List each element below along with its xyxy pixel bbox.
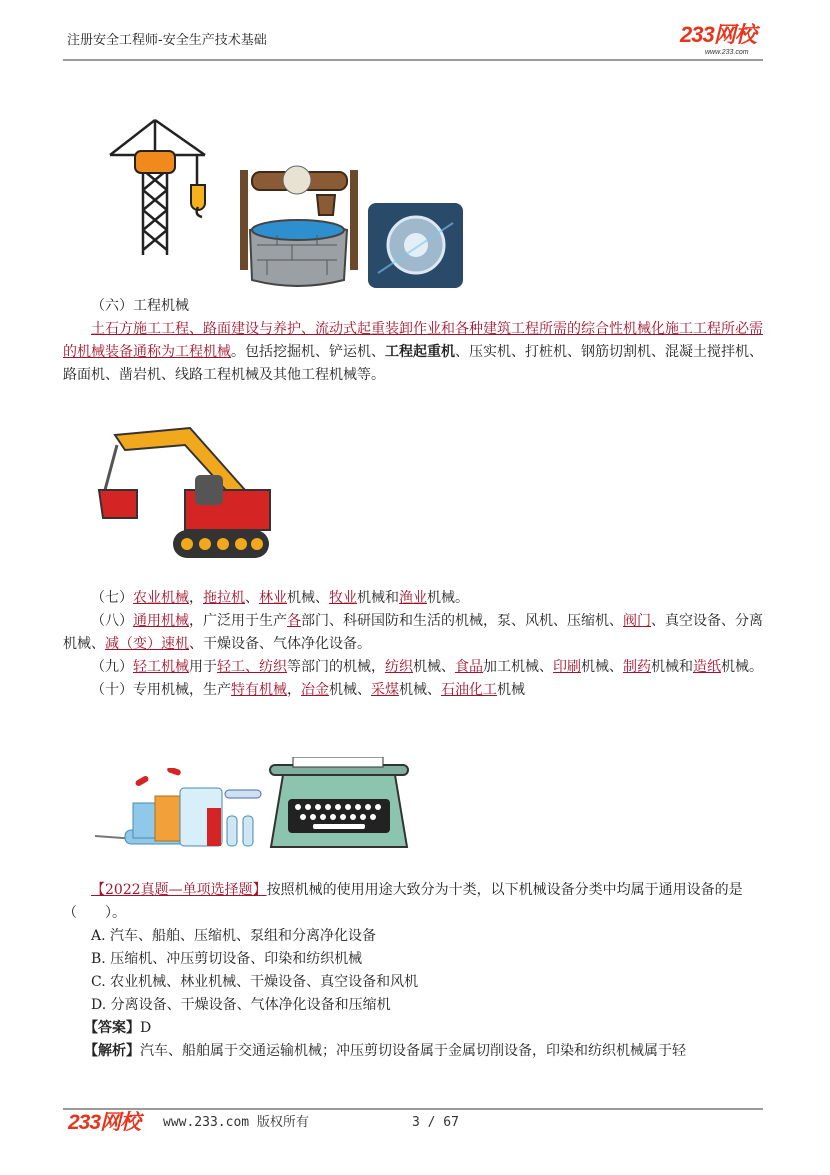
header-logo: 233网校 bbox=[680, 22, 756, 47]
highlighted-term: 【2022真题—单项选择题】 bbox=[91, 882, 267, 898]
highlighted-term: 采煤 bbox=[371, 682, 399, 698]
section-10 bbox=[63, 679, 763, 702]
text-segment: （十）专用机械，生产 bbox=[91, 682, 231, 698]
highlighted-term: 冶金 bbox=[301, 682, 329, 698]
section-6-heading: （六）工程机械 bbox=[91, 298, 189, 314]
text-segment: 按照机械的使用用途大致分为十类，以下机械设备分类中均属于通用设备的是（ ）。 bbox=[63, 882, 743, 921]
text-segment: （七） bbox=[91, 590, 133, 606]
answer-line bbox=[63, 1017, 763, 1040]
option-c: C. 农业机械、林业机械、干燥设备、真空设备和风机 bbox=[91, 974, 419, 990]
option-b: B. 压缩机、冲压剪切设备、印染和纺织机械 bbox=[91, 951, 363, 967]
answer-value: D bbox=[140, 1020, 152, 1036]
text-segment: ， bbox=[189, 590, 203, 606]
footer-rule bbox=[63, 1108, 763, 1110]
text-segment: 、干燥设备、气体净化设备。 bbox=[189, 636, 371, 652]
section-6 bbox=[63, 295, 763, 387]
section-8 bbox=[63, 610, 763, 656]
highlighted-term: 拖拉机 bbox=[203, 590, 245, 606]
text-segment: 工程起重机 bbox=[385, 344, 455, 360]
text-segment: 、真空设备、分离机械、 bbox=[63, 613, 763, 652]
text-segment: 等部门的机械， bbox=[287, 659, 385, 675]
text-segment: 、压实机、打桩机、钢筋切割机、混凝土搅拌机、路面机、凿岩机、线路工程机械及其他工程机械等。 bbox=[63, 344, 763, 383]
excavator-image bbox=[95, 420, 273, 562]
footer-logo: 233网校 bbox=[68, 1111, 141, 1134]
highlighted-term: 土石方施工工程、路面建设与养护、流动式起重装卸作业和各种建筑工程所需的综合性机械化施工工程所必需的机械装备通称为工程机械 bbox=[63, 321, 763, 360]
highlighted-term: 渔业 bbox=[399, 590, 427, 606]
text-segment: 机械和 bbox=[651, 659, 693, 675]
section-7 bbox=[63, 587, 763, 610]
highlighted-term: 各 bbox=[287, 613, 301, 629]
highlighted-term: 石油化工 bbox=[441, 682, 497, 698]
text-segment: 。包括挖掘机、铲运机、 bbox=[231, 344, 385, 360]
highlighted-term: 通用机械 bbox=[133, 613, 189, 629]
highlighted-term: 轻工、纺织 bbox=[217, 659, 287, 675]
text-segment: （八） bbox=[91, 613, 133, 629]
text-segment: 机械。 bbox=[427, 590, 469, 606]
water-well-image bbox=[232, 160, 367, 287]
tower-crane-image bbox=[105, 115, 213, 257]
highlighted-term: 纺织 bbox=[385, 659, 413, 675]
highlighted-term: 牧业 bbox=[329, 590, 357, 606]
text-segment: 机械。 bbox=[721, 659, 763, 675]
text-segment: ，广泛用于生产 bbox=[189, 613, 287, 629]
highlighted-term: 制药 bbox=[623, 659, 651, 675]
text-segment: （九） bbox=[91, 659, 133, 675]
text-segment: 加工机械、 bbox=[483, 659, 553, 675]
highlighted-term: 食品 bbox=[455, 659, 483, 675]
text-segment: 用于 bbox=[189, 659, 217, 675]
question bbox=[63, 879, 763, 1063]
header-title: 注册安全工程师-安全生产技术基础 bbox=[67, 33, 267, 48]
footer-copyright: www.233.com 版权所有 bbox=[163, 1115, 309, 1130]
analysis-text: 汽车、船舶属于交通运输机械；冲压剪切设备属于金属切削设备，印染和纺织机械属于轻 bbox=[140, 1043, 686, 1059]
text-segment: 机械、 bbox=[413, 659, 455, 675]
typewriter-image bbox=[268, 757, 410, 852]
motor-image bbox=[368, 203, 463, 288]
highlighted-term: 印刷 bbox=[553, 659, 581, 675]
answer-label: 【答案】 bbox=[84, 1020, 140, 1036]
highlighted-term: 减（变）速机 bbox=[105, 636, 189, 652]
text-segment: 机械、 bbox=[581, 659, 623, 675]
header-logo-url: www.233.com bbox=[705, 49, 749, 56]
highlighted-term: 农业机械 bbox=[133, 590, 189, 606]
medicine-image bbox=[95, 768, 267, 856]
sections-7-10 bbox=[63, 587, 763, 702]
page-number: 3 / 67 bbox=[412, 1115, 459, 1130]
analysis-label: 【解析】 bbox=[84, 1043, 140, 1059]
highlighted-term: 阀门 bbox=[623, 613, 651, 629]
text-segment: 机械、 bbox=[399, 682, 441, 698]
section-6-body bbox=[63, 318, 763, 387]
text-segment: 机械和 bbox=[357, 590, 399, 606]
text-segment: 部门、科研国防和生活的机械，泵、风机、压缩机、 bbox=[301, 613, 623, 629]
header-rule bbox=[63, 59, 763, 61]
text-segment: 机械、 bbox=[329, 682, 371, 698]
text-segment: 、 bbox=[245, 590, 259, 606]
option-a: A. 汽车、船舶、压缩机、泵组和分离净化设备 bbox=[91, 928, 377, 944]
text-segment: 机械、 bbox=[287, 590, 329, 606]
highlighted-term: 特有机械 bbox=[231, 682, 287, 698]
section-9 bbox=[63, 656, 763, 679]
highlighted-term: 轻工机械 bbox=[133, 659, 189, 675]
highlighted-term: 造纸 bbox=[693, 659, 721, 675]
text-segment: 机械 bbox=[497, 682, 525, 698]
question-stem bbox=[63, 879, 763, 925]
analysis-line bbox=[63, 1040, 763, 1063]
highlighted-term: 林业 bbox=[259, 590, 287, 606]
option-d: D. 分离设备、干燥设备、气体净化设备和压缩机 bbox=[91, 997, 391, 1013]
text-segment: ， bbox=[287, 682, 301, 698]
